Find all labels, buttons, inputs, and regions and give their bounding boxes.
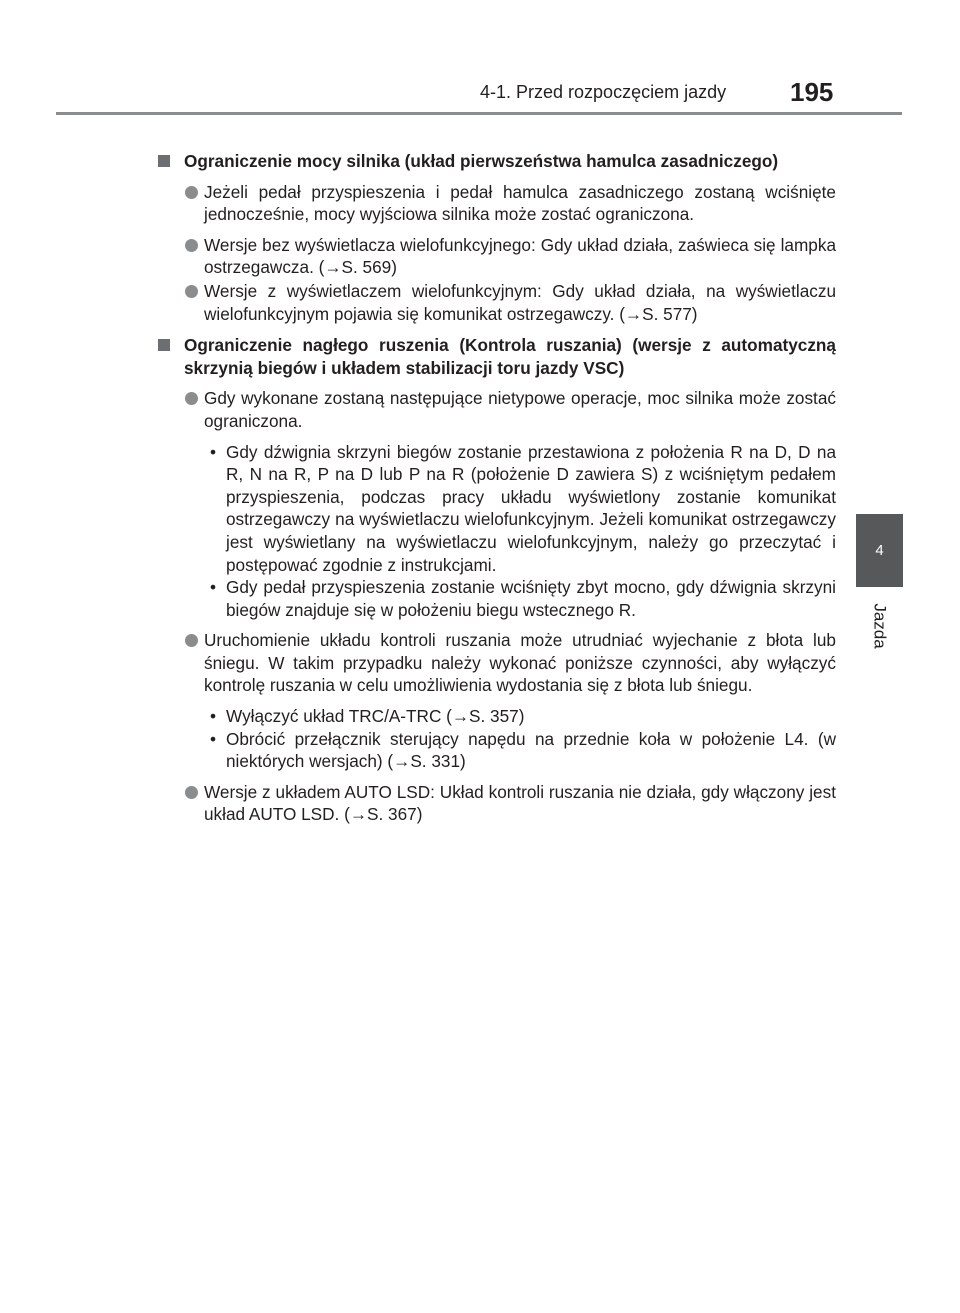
chapter-name-container [856, 596, 903, 656]
small-bullet-icon: • [210, 577, 217, 598]
page-content [158, 150, 836, 835]
sub-list-item [204, 728, 836, 773]
sub-list-item-text: Gdy dźwignia skrzyni biegów zostanie przestawiona z położenia R na D, D na R, N na R, P na D lub P na R (położenie D zawiera S) z wciśniętym pedałem przyspieszenia, podczas pracy układu wyświetlony zostanie komunikat ostrzegawczy na wyświetlaczu wielofunkcyjnym. Jeżeli komunikat ostrzegawczy jest wyświetlany na wyświetlaczu wielofunkcyjnym, należy go przeczytać i postępować zgodnie z instrukcjami. [226, 441, 836, 575]
round-bullet-icon [185, 634, 198, 647]
sub-list-item-text: Obrócić przełącznik sterujący napędu na przednie koła w położenie L4. (w niektórych wersjach) (→S. 331) [226, 728, 836, 772]
section-engine-power-limit [158, 150, 836, 325]
chapter-number: 4 [875, 542, 884, 559]
list-item-text: Wersje z wyświetlaczem wielofunkcyjnym: Gdy układ działa, na wyświetlaczu wielofunkcyjnym pojawia się komunikat ostrzegawczy. (→S. 577) [204, 280, 836, 324]
list-item [184, 181, 836, 226]
square-bullet-icon [158, 155, 170, 167]
section-drive-start-control [158, 334, 836, 826]
section-title: Ograniczenie mocy silnika (układ pierwszeństwa hamulca zasadniczego) [184, 151, 779, 171]
small-bullet-icon: • [210, 706, 217, 727]
sub-list-item [204, 441, 836, 577]
list-item-text: Wersje bez wyświetlacza wielofunkcyjnego: Gdy układ działa, zaświeca się lampka ostrzegawcza. (→S. 569) [204, 234, 836, 278]
round-bullet-icon [185, 186, 198, 199]
sub-list-item-text: Wyłączyć układ TRC/A-TRC (→S. 357) [226, 706, 525, 727]
list-item [184, 629, 836, 773]
list-item-text: Uruchomienie układu kontroli ruszania może utrudniać wyjechanie z błota lub śniegu. W takim przypadku należy wykonać poniższe czynności, aby wyłączyć kontrolę ruszania w celu umożliwienia wydostania się z błota lub śniegu. [204, 630, 836, 696]
section-title: Ograniczenie nagłego ruszenia (Kontrola ruszania) (wersje z automatyczną skrzynią biegów i układem stabilizacji toru jazdy VSC) [184, 335, 836, 378]
sub-list [204, 441, 836, 622]
section-items [184, 387, 836, 826]
list-item-text: Wersje z układem AUTO LSD: Układ kontroli ruszania nie działa, gdy włączony jest układ AUTO LSD. (→S. 367) [204, 781, 836, 825]
round-bullet-icon [185, 285, 198, 298]
sub-list-item-text: Gdy pedał przyspieszenia zostanie wciśnięty zbyt mocno, gdy dźwignia skrzyni biegów znajduje się w położeniu biegu wstecznego R. [226, 577, 836, 620]
sub-list [204, 705, 836, 773]
list-item [184, 234, 836, 279]
running-section-title: 4-1. Przed rozpoczęciem jazdy [480, 82, 727, 102]
page-number: 195 [790, 77, 834, 107]
chapter-name: Jazda [870, 603, 890, 649]
list-item [184, 781, 836, 826]
square-bullet-icon [158, 339, 170, 351]
list-item [184, 280, 836, 325]
round-bullet-icon [185, 786, 198, 799]
small-bullet-icon: • [210, 728, 217, 749]
list-item-text: Gdy wykonane zostaną następujące nietypowe operacje, moc silnika może zostać ograniczona. [204, 388, 836, 431]
round-bullet-icon [185, 239, 198, 252]
round-bullet-icon [185, 392, 198, 405]
sub-list-item [204, 705, 836, 728]
header-divider [56, 112, 902, 115]
small-bullet-icon: • [210, 441, 217, 462]
list-item [184, 387, 836, 621]
list-item-text: Jeżeli pedał przyspieszenia i pedał hamulca zasadniczego zostaną wciśnięte jednocześnie, mocy wyjściowa silnika może zostać ograniczona. [204, 181, 836, 225]
chapter-tab [856, 514, 903, 587]
section-items [184, 181, 836, 326]
sub-list-item [204, 576, 836, 621]
